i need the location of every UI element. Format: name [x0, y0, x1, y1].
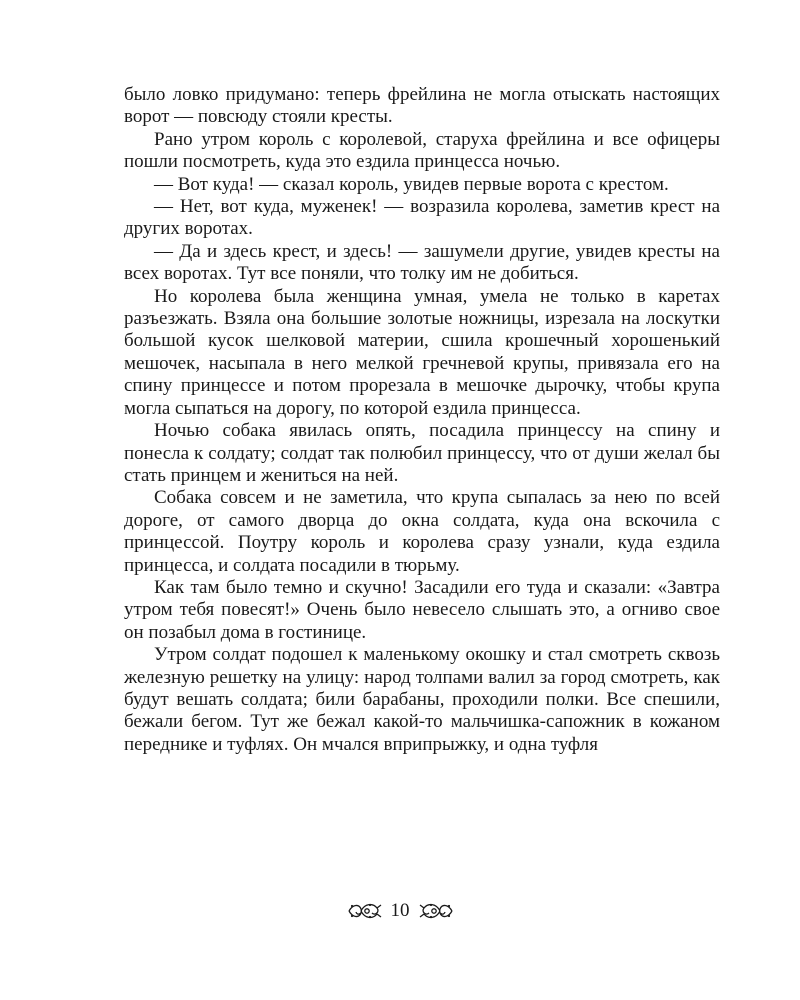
- paragraph-3: — Вот куда! — сказал король, увидев первые ворота с крестом.: [154, 173, 669, 195]
- paragraph-5: — Да и здесь крест, и здесь! — зашумели другие, увидев кресты на всех воротах. Тут все поняли, что толку им не добиться.: [124, 240, 720, 285]
- paragraph-6: Но королева была женщина умная, умела не только в каретах разъезжать. Взяла она большие золотые ножницы, изрезала на лоскутки большой кусок шелковой материи, сшила крошечный хорошенький мешочек, насыпала в него мелкой гречневой крупы, привязала его на спину принцессе и потом прорезала в мешочке дырочку, чтобы крупа могла сыпаться на дорогу, по которой ездила принцесса.: [124, 285, 720, 419]
- paragraph-1: было ловко придумано: теперь фрейлина не могла отыскать настоящих ворот — повсюду стояли кресты.: [124, 84, 720, 128]
- paragraph-10: Утром солдат подошел к маленькому окошку и стал смотреть сквозь железную решетку на улицу: народ толпами валил за город смотреть, как будут вешать солдата; били барабаны, проходили полки. Все спешили, бежали бегом. Тут же бежал какой-то мальчишка-сапожник в кожаном переднике и туфлях. Он мчался вприпрыжку, и одна туфля: [124, 644, 720, 755]
- paragraph-2: Рано утром король с королевой, старуха фрейлина и все офицеры пошли посмотреть, куда это ездила принцесса ночью.: [124, 128, 720, 173]
- ornament-left-icon: [347, 900, 383, 922]
- ornament-right-icon: [418, 900, 454, 922]
- paragraph-9: Как там было темно и скучно! Засадили его туда и сказали: «Завтра утром тебя повесят!» Очень было невесело слышать это, а огниво свое он позабыл дома в гостинице.: [124, 576, 720, 643]
- paragraph-4: — Нет, вот куда, муженек! — возразила королева, заметив крест на других воротах.: [124, 196, 720, 240]
- paragraph-8: Собака совсем и не заметила, что крупа сыпалась за нею по всей дороге, от самого дворца до окна солдата, куда она вскочила с принцессой. Поутру король и королева сразу узнали, куда ездила принцесса, и солдата посадили в тюрьму.: [124, 487, 720, 576]
- paragraph-7: Ночью собака явилась опять, посадила принцессу на спину и понесла к солдату; солдат так полюбил принцессу, что от души желал бы стать принцем и жениться на ней.: [124, 420, 720, 486]
- page-footer: [0, 900, 800, 922]
- page-body: [124, 84, 720, 756]
- page-number: 10: [390, 900, 410, 921]
